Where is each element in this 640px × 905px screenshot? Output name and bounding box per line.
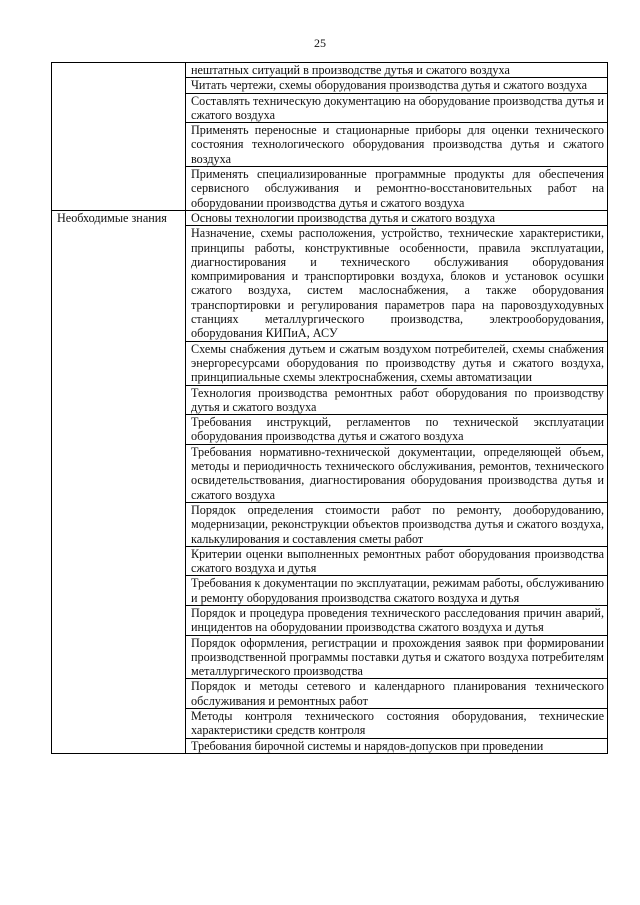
requirement-text-cell: Составлять техническую документацию на оборудование производства дутья и сжатого воздуха bbox=[186, 93, 608, 123]
requirement-text-cell: нештатных ситуаций в производстве дутья и сжатого воздуха bbox=[186, 63, 608, 78]
skills-label-cell bbox=[52, 63, 186, 211]
requirement-text-cell: Назначение, схемы расположения, устройство, технические характеристики, принципы работы, конструктивные особенности, правила эксплуатации, диагностирования и технического обслуживания оборудования компримирования и транспортировки воздуха, блоков и установок осушки сжатого воздуха, систем маслоснабжения, а также оборудования транспортировки и регулирования параметров пара на паровоздуходувных станциях металлургического производства, электрооборудования, оборудования КИПиА, АСУ bbox=[186, 226, 608, 341]
page-number: 25 bbox=[314, 36, 326, 50]
requirement-text-cell: Порядок и процедура проведения технического расследования причин аварий, инцидентов на оборудовании производства сжатого воздуха и дутья bbox=[186, 605, 608, 635]
requirement-text-cell: Требования нормативно-технической документации, определяющей объем, методы и периодичность технического обслуживания, ремонтов, технического освидетельствования, диагностирования оборудования производства дутья и сжатого воздуха bbox=[186, 444, 608, 502]
table-row bbox=[52, 63, 608, 78]
requirement-text-cell: Технология производства ремонтных работ оборудования по производству дутья и сжатого воздуха bbox=[186, 385, 608, 415]
requirement-text-cell: Критерии оценки выполненных ремонтных работ оборудования производства сжатого воздуха и дутья bbox=[186, 546, 608, 576]
requirement-text-cell: Схемы снабжения дутьем и сжатым воздухом потребителей, схемы снабжения энергоресурсами оборудования по производству дутья и сжатого воздуха, принципиальные схемы электроснабжения, схемы автоматизации bbox=[186, 341, 608, 385]
competency-table bbox=[51, 62, 608, 754]
requirement-text-cell: Требования к документации по эксплуатации, режимам работы, обслуживанию и ремонту оборудования производства сжатого воздуха и дутья bbox=[186, 576, 608, 606]
knowledge-label-cell: Необходимые знания bbox=[52, 210, 186, 753]
requirement-text-cell: Применять переносные и стационарные приборы для оценки технического состояния технологического оборудования производства дутья и сжатого воздуха bbox=[186, 123, 608, 167]
requirement-text-cell: Порядок и методы сетевого и календарного планирования технического обслуживания и ремонтных работ bbox=[186, 679, 608, 709]
table-row bbox=[52, 210, 608, 225]
requirement-text-cell: Порядок определения стоимости работ по ремонту, дооборудованию, модернизации, реконструкции объектов производства дутья и сжатого воздуха, калькулирования и составления сметы работ bbox=[186, 502, 608, 546]
requirement-text-cell: Требования инструкций, регламентов по технической эксплуатации оборудования производства дутья и сжатого воздуха bbox=[186, 415, 608, 445]
requirement-text-cell: Читать чертежи, схемы оборудования производства дутья и сжатого воздуха bbox=[186, 78, 608, 93]
requirement-text-cell: Методы контроля технического состояния оборудования, технические характеристики средств контроля bbox=[186, 709, 608, 739]
requirement-text-cell: Порядок оформления, регистрации и прохождения заявок при формировании производственной программы поставки дутья и сжатого воздуха потребителям металлургического производства bbox=[186, 635, 608, 679]
requirement-text-cell: Основы технологии производства дутья и сжатого воздуха bbox=[186, 210, 608, 225]
requirement-text-cell: Требования бирочной системы и нарядов-допусков при проведении bbox=[186, 738, 608, 753]
requirement-text-cell: Применять специализированные программные продукты для обеспечения сервисного обслуживания и ремонтно-восстановительных работ на оборудовании производства дутья и сжатого воздуха bbox=[186, 167, 608, 211]
